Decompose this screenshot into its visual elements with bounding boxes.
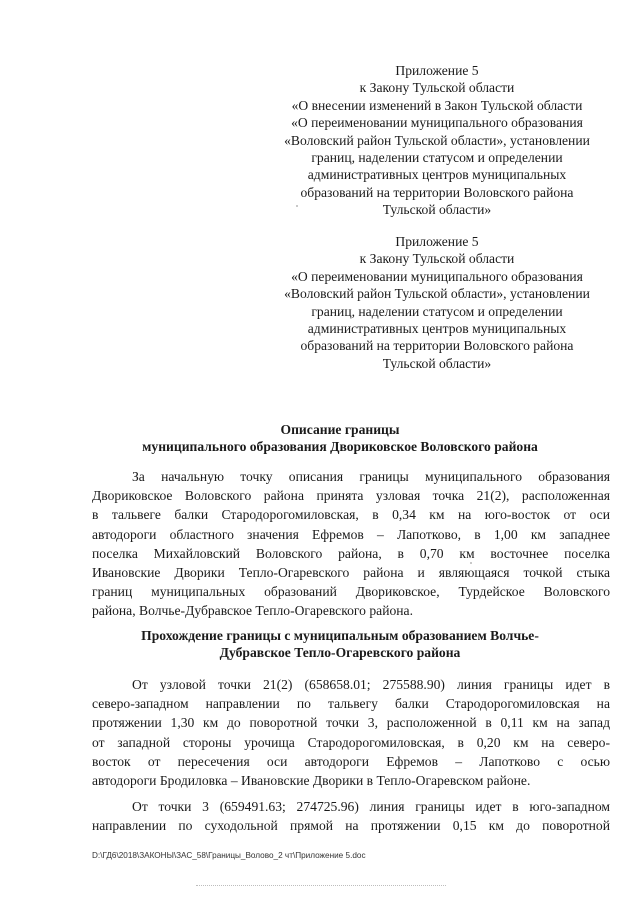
- boundary-description-heading: [80, 421, 600, 456]
- scan-speck: [470, 562, 472, 564]
- annex-line: «О переименовании муниципального образования: [291, 268, 583, 284]
- annex-line: образований на территории Воловского района: [300, 184, 574, 200]
- heading-line: Дубравское Тепло-Огаревского района: [219, 645, 461, 661]
- annex-original-block: [262, 233, 612, 372]
- annex-line: образований на территории Воловского района: [300, 338, 574, 354]
- paragraph-line: поселка Михайловский Воловского района, в 0,70 км восточнее поселка: [92, 545, 610, 561]
- annex-line: «О внесении изменений в Закон Тульской области: [291, 97, 583, 113]
- annex-line: административных центров муниципальных: [307, 167, 567, 183]
- starting-point-paragraph: [92, 467, 610, 621]
- annex-line: «Воловский район Тульской области», установлении: [284, 132, 590, 148]
- annex-title: Приложение 5: [395, 63, 479, 78]
- paragraph-line: Двориковское Воловского района принята узловая точка 21(2), расположенная: [92, 488, 610, 504]
- annex-line: Тульской области»: [382, 355, 492, 371]
- annex-line: к Закону Тульской области: [359, 80, 515, 96]
- paragraph-line: границ муниципальных образований Двориковское, Турдейское Воловского: [92, 584, 610, 600]
- paragraph-line: автодороги Бродиловка – Ивановские Дворики в Тепло-Огаревском районе.: [92, 773, 531, 789]
- heading-line: Прохождение границы с муниципальным образованием Волчье-: [141, 628, 539, 643]
- annex-line: «Воловский район Тульской области», установлении: [284, 286, 590, 302]
- heading-line: муниципального образования Двориковское Воловского района: [142, 439, 538, 455]
- paragraph-line: от западной стороны урочища Стародорогомиловская, в 0,20 км на северо-: [92, 734, 610, 750]
- annex-line: административных центров муниципальных: [307, 321, 567, 337]
- paragraph-line: северо-западном направлении по тальвегу балки Стародорогомиловская на: [92, 696, 610, 712]
- heading-line: Описание границы: [280, 422, 400, 437]
- paragraph-line: восток от пересечения оси автодороги Ефремов – Лапотково с осью: [92, 753, 610, 769]
- annex-title: Приложение 5: [395, 234, 479, 249]
- scan-speck: [296, 205, 298, 207]
- boundary-section-heading: [80, 627, 600, 662]
- annex-line: границ, наделении статусом и определении: [311, 303, 563, 319]
- paragraph-line: направлении по суходольной прямой на протяжении 0,15 км до поворотной: [92, 818, 610, 834]
- annex-line: «О переименовании муниципального образования: [291, 115, 583, 131]
- point-3-paragraph: [92, 797, 610, 835]
- paragraph-line: От точки 3 (659491.63; 274725.96) линия границы идет в юго-западном: [132, 799, 610, 814]
- paragraph-line: автодороги областного значения Ефремов – Лапотково, в 1,00 км западнее: [92, 526, 610, 542]
- file-path-footer: D:\ГД6\2018\ЗАКОНЫ\ЗАС_58\Границы_Волово_2 чт\Приложение 5.doc: [92, 851, 366, 860]
- paragraph-line: протяжении 1,30 км до поворотной точки 3, расположенной в 0,11 км на запад: [92, 715, 610, 731]
- scan-artifact-line: [196, 885, 446, 888]
- annex-line: к Закону Тульской области: [359, 251, 515, 267]
- annex-line: Тульской области»: [382, 202, 492, 218]
- paragraph-line: От узловой точки 21(2) (658658.01; 275588.90) линия границы идет в: [132, 677, 610, 692]
- paragraph-line: в тальвеге балки Стародорогомиловская, в 0,34 км на юго-восток от оси: [92, 507, 610, 523]
- node-point-paragraph: [92, 675, 610, 790]
- paragraph-line: района, Волчье-Дубравское Тепло-Огаревского района.: [92, 603, 413, 619]
- paragraph-line: За начальную точку описания границы муниципального образования: [132, 469, 610, 484]
- annex-line: границ, наделении статусом и определении: [311, 150, 563, 166]
- paragraph-line: Ивановские Дворики Тепло-Огаревского района и являющаяся точкой стыка: [92, 565, 610, 581]
- annex-current-block: [262, 62, 612, 219]
